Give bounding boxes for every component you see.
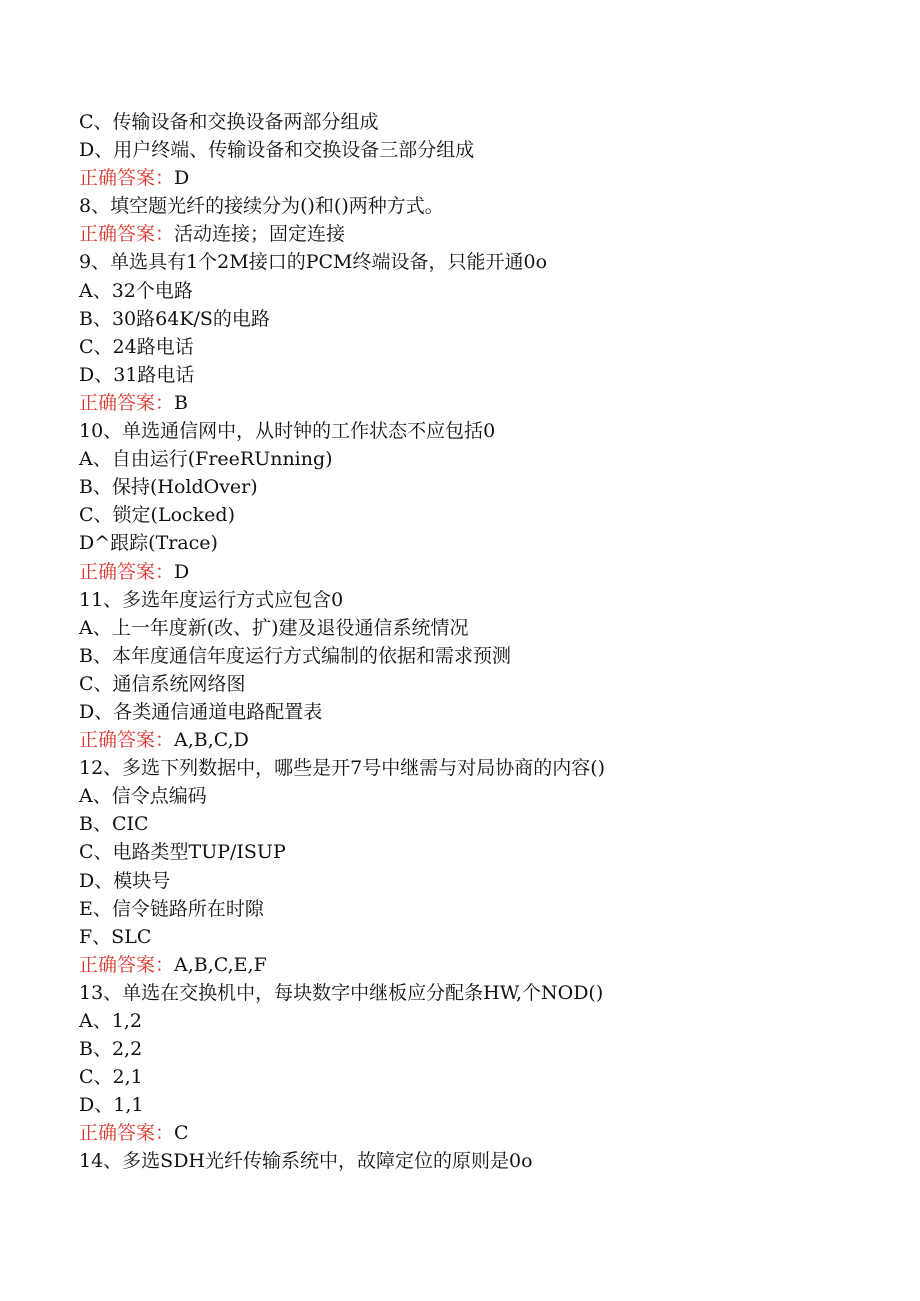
option-line: B、保持(HoldOver): [79, 476, 258, 499]
option-line: C、24路电话: [79, 335, 194, 358]
option-line: C、通信系统网络图: [79, 672, 246, 695]
option-line: B、30路64K/S的电路: [79, 307, 270, 330]
answer-line: [79, 1119, 879, 1147]
option-line: A、自由运行(FreeRUnning): [79, 448, 333, 471]
option-line: D、模块号: [79, 869, 171, 892]
answer-value: A,B,C,D: [174, 729, 249, 752]
answer-label: 正确答案：: [79, 729, 175, 752]
answer-line: [79, 389, 879, 417]
option-line: D、31路电话: [79, 363, 195, 386]
answer-value: D: [174, 560, 190, 583]
option-line: C、电路类型TUP/ISUP: [79, 841, 286, 864]
option-line: A、信令点编码: [79, 785, 207, 808]
answer-line: [79, 951, 879, 979]
question-line: 12、多选下列数据中，哪些是开7号中继需与对局协商的内容(): [79, 757, 606, 780]
answer-line: [79, 558, 879, 586]
answer-label: 正确答案：: [79, 560, 175, 583]
answer-value: C: [174, 1122, 189, 1145]
answer-line: [79, 726, 879, 754]
answer-value: D: [174, 167, 190, 190]
option-line: D^跟踪(Trace): [79, 532, 218, 555]
answer-label: 正确答案：: [79, 953, 175, 976]
answer-label: 正确答案：: [79, 391, 175, 414]
question-line: 13、单选在交换机中，每块数字中继板应分配条HW,个NOD(): [79, 981, 604, 1004]
option-line: C、2,1: [79, 1066, 143, 1089]
exam-page: [79, 108, 879, 1176]
question-line: 9、单选具有1个2M接口的PCM终端设备，只能开通0o: [79, 251, 548, 274]
answer-line: [79, 164, 879, 192]
question-line: 14、多选SDH光纤传输系统中，故障定位的原则是0o: [79, 1150, 533, 1173]
option-line: D、1,1: [79, 1094, 144, 1117]
question-line: 11、多选年度运行方式应包含0: [79, 588, 344, 611]
option-line: E、信令链路所在时隙: [79, 897, 264, 920]
answer-value: A,B,C,E,F: [174, 953, 267, 976]
option-line: C、传输设备和交换设备两部分组成: [79, 111, 379, 133]
option-line: B、CIC: [79, 813, 149, 836]
option-line: F、SLC: [79, 925, 152, 948]
option-line: A、1,2: [79, 1010, 142, 1032]
option-line: A、32个电路: [79, 279, 193, 302]
answer-value: B: [174, 391, 188, 414]
answer-label: 正确答案：: [79, 1122, 175, 1145]
question-line: 10、单选通信网中，从时钟的工作状态不应包括0: [79, 420, 496, 443]
question-line: 8、填空题光纤的接续分为()和()两种方式。: [79, 195, 444, 218]
answer-line: [79, 220, 879, 248]
answer-label: 正确答案：: [79, 167, 175, 190]
option-line: D、用户终端、传输设备和交换设备三部分组成: [79, 139, 475, 162]
option-line: D、各类通信通道电路配置表: [79, 700, 323, 723]
option-line: C、锁定(Locked): [79, 504, 235, 527]
answer-value: 活动连接；固定连接: [174, 223, 346, 246]
option-line: B、本年度通信年度运行方式编制的依据和需求预测: [79, 644, 511, 667]
option-line: B、2,2: [79, 1038, 143, 1061]
option-line: A、上一年度新(改、扩)建及退役通信系统情况: [79, 616, 469, 639]
answer-label: 正确答案：: [79, 223, 175, 246]
